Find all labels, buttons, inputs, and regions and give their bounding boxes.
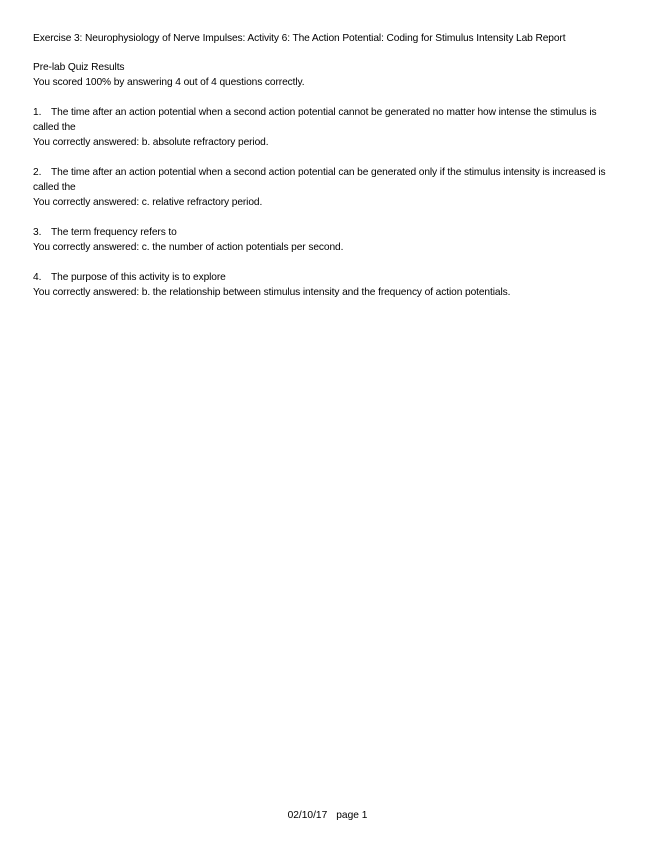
question-prompt: The term frequency refers to (51, 227, 177, 238)
question-item-1 (33, 105, 623, 150)
question-answer: You correctly answered: c. relative refractory period. (33, 197, 263, 208)
question-number: 4. (33, 272, 42, 283)
question-text (33, 165, 623, 195)
question-prompt: The purpose of this activity is to explore (51, 272, 226, 283)
page-number: page 1 (336, 810, 368, 821)
score-text: You scored 100% by answering 4 out of 4 questions correctly. (33, 77, 305, 88)
question-prompt: The time after an action potential when a second action potential can be generated only if the stimulus intensity is increased is called the (33, 167, 606, 193)
question-text (33, 270, 623, 285)
question-answer: You correctly answered: b. absolute refractory period. (33, 137, 269, 148)
question-text (33, 105, 623, 135)
question-prompt: The time after an action potential when a second action potential cannot be generated no matter how intense the stimulus is called the (33, 107, 597, 133)
quiz-results-summary (33, 60, 623, 90)
report-content (33, 31, 623, 315)
question-answer: You correctly answered: c. the number of action potentials per second. (33, 242, 344, 253)
question-item-2 (33, 165, 623, 210)
page-footer (0, 809, 655, 823)
question-item-4 (33, 270, 623, 300)
question-number: 2. (33, 167, 42, 178)
results-heading: Pre-lab Quiz Results (33, 62, 125, 73)
footer-date: 02/10/17 (287, 810, 328, 821)
question-answer: You correctly answered: b. the relationship between stimulus intensity and the frequency of action potentials. (33, 287, 511, 298)
question-number: 3. (33, 227, 42, 238)
question-item-3 (33, 225, 623, 255)
question-number: 1. (33, 107, 42, 118)
report-title: Exercise 3: Neurophysiology of Nerve Impulses: Activity 6: The Action Potential: Coding for Stimulus Intensity Lab Report (33, 33, 566, 44)
question-text (33, 225, 623, 240)
